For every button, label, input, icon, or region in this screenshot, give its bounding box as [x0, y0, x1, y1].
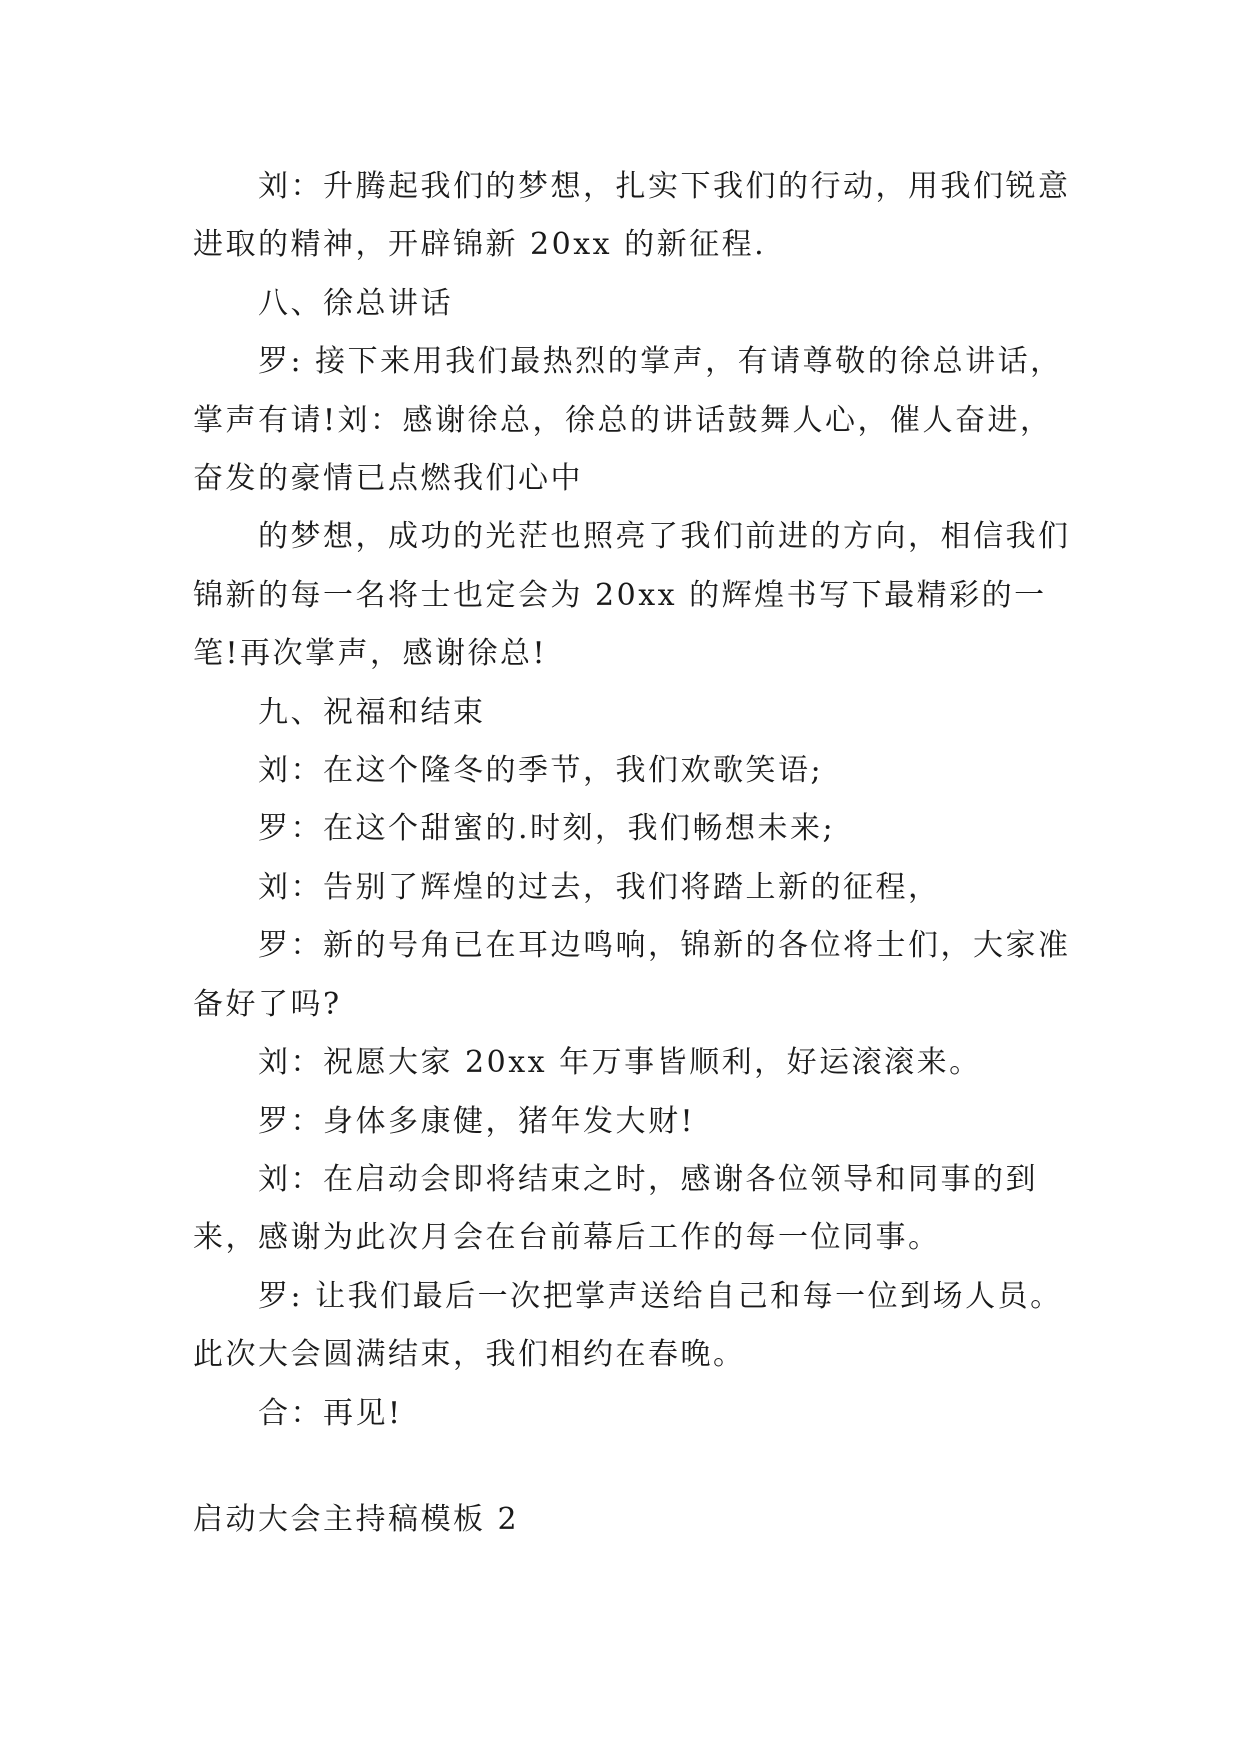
paragraph: 刘：告别了辉煌的过去，我们将踏上新的征程， [258, 869, 941, 905]
section-heading: 八、徐总讲话 [258, 285, 453, 321]
paragraph: 罗: 让我们最后一次把掌声送给自己和每一位到场人员。此次大会圆满结束，我们相约在春晚。 [193, 1278, 1063, 1373]
paragraph: 合：再见! [258, 1395, 403, 1431]
paragraph: 刘：在启动会即将结束之时，感谢各位领导和同事的到来，感谢为此次月会在台前幕后工作的每一位同事。 [193, 1161, 1038, 1256]
section-title: 启动大会主持稿模板 2 [193, 1502, 520, 1537]
document-body [193, 158, 1073, 1443]
paragraph: 刘：在这个隆冬的季节，我们欢歌笑语; [258, 753, 824, 789]
paragraph: 罗：在这个甜蜜的.时刻，我们畅想未来; [258, 811, 836, 847]
paragraph: 罗：身体多康健，猪年发大财! [258, 1103, 696, 1139]
paragraph: 刘：祝愿大家 20xx 年万事皆顺利，好运滚滚来。 [258, 1045, 982, 1081]
paragraph: 刘：升腾起我们的梦想，扎实下我们的行动，用我们锐意进取的精神，开辟锦新 20xx 的新征程. [193, 169, 1071, 263]
paragraph: 罗: 接下来用我们最热烈的掌声，有请尊敬的徐总讲话，掌声有请!刘：感谢徐总，徐总的讲话鼓舞人心，催人奋进，奋发的豪情已点燃我们心中 [193, 344, 1063, 497]
paragraph: 罗：新的号角已在耳边鸣响，锦新的各位将士们，大家准备好了吗? [193, 928, 1071, 1022]
section-heading: 九、祝福和结束 [258, 694, 486, 730]
paragraph: 的梦想，成功的光茫也照亮了我们前进的方向，相信我们锦新的每一名将士也定会为 20xx 的辉煌书写下最精彩的一笔!再次掌声，感谢徐总! [193, 519, 1071, 672]
